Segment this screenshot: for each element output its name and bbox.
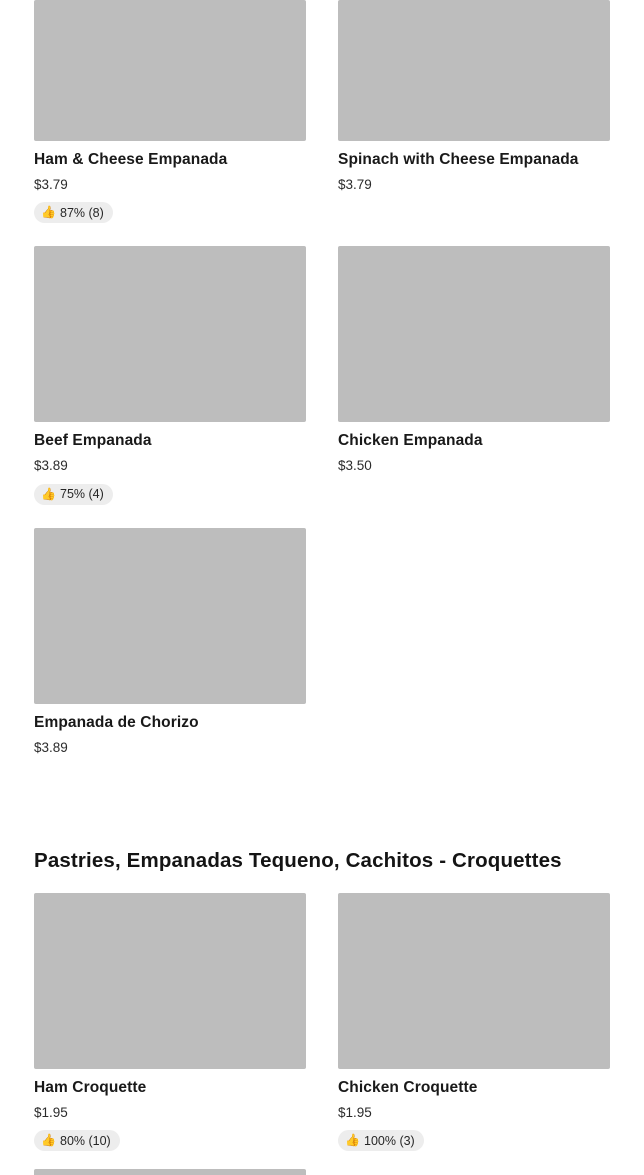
- section-heading-pastries: Pastries, Empanadas Tequeno, Cachitos - Croquettes: [34, 848, 562, 872]
- thumbs-up-icon: 👍: [41, 1133, 56, 1148]
- menu-item-price: $1.95: [34, 1105, 68, 1121]
- menu-item-rating: [34, 1130, 120, 1151]
- menu-item-rating-label: 80% (10): [60, 1133, 111, 1148]
- menu-item-rating: [34, 484, 113, 505]
- menu-item-image[interactable]: [34, 528, 306, 704]
- menu-item-rating-placeholder: [338, 484, 610, 510]
- menu-item-image[interactable]: [34, 893, 306, 1069]
- menu-item-image[interactable]: [34, 1169, 306, 1175]
- thumbs-up-icon: 👍: [41, 205, 56, 220]
- menu-item-rating: [338, 1130, 424, 1151]
- menu-item-price: $3.79: [34, 177, 68, 193]
- menu-item-card[interactable]: [34, 0, 306, 246]
- menu-item-image[interactable]: [338, 246, 610, 422]
- menu-item-name: Spinach with Cheese Empanada: [338, 151, 579, 168]
- menu-item-name: Beef Empanada: [34, 432, 152, 450]
- menu-item-image[interactable]: [34, 246, 306, 422]
- menu-item-image[interactable]: [34, 0, 306, 141]
- menu-item-price: $3.50: [338, 458, 372, 474]
- menu-item-image[interactable]: [338, 893, 610, 1069]
- thumbs-up-icon: 👍: [345, 1133, 360, 1148]
- menu-item-card[interactable]: [34, 246, 306, 527]
- menu-item-rating-placeholder: [338, 202, 610, 228]
- menu-item-rating: [34, 202, 113, 223]
- menu-item-rating-placeholder: [34, 765, 306, 791]
- menu-item-name: Ham Croquette: [34, 1078, 147, 1096]
- menu-item-name: Ham & Cheese Empanada: [34, 151, 228, 168]
- menu-item-price: $3.89: [34, 458, 68, 474]
- menu-item-card[interactable]: [338, 246, 610, 527]
- menu-item-rating-label: 87% (8): [60, 205, 104, 220]
- menu-item-price: $1.95: [338, 1105, 372, 1121]
- grid-empty-cell: [338, 528, 610, 809]
- grid-empty-cell: [338, 1169, 610, 1175]
- menu-item-price: $3.89: [34, 739, 68, 755]
- menu-item-name: Empanada de Chorizo: [34, 713, 199, 731]
- menu-item-rating-label: 75% (4): [60, 486, 104, 501]
- menu-item-image[interactable]: [338, 0, 610, 141]
- menu-item-card-partial[interactable]: [34, 1169, 306, 1175]
- menu-item-card[interactable]: [338, 0, 610, 246]
- menu-item-card[interactable]: [34, 893, 306, 1169]
- menu-item-rating-label: 100% (3): [364, 1133, 415, 1148]
- menu-item-card[interactable]: [34, 528, 306, 809]
- menu-item-card[interactable]: [338, 893, 610, 1169]
- menu-grid-pastries: [0, 893, 644, 1175]
- menu-item-name: Chicken Empanada: [338, 432, 483, 450]
- thumbs-up-icon: 👍: [41, 486, 56, 501]
- menu-item-name: Chicken Croquette: [338, 1078, 478, 1096]
- menu-item-price: $3.79: [338, 177, 372, 193]
